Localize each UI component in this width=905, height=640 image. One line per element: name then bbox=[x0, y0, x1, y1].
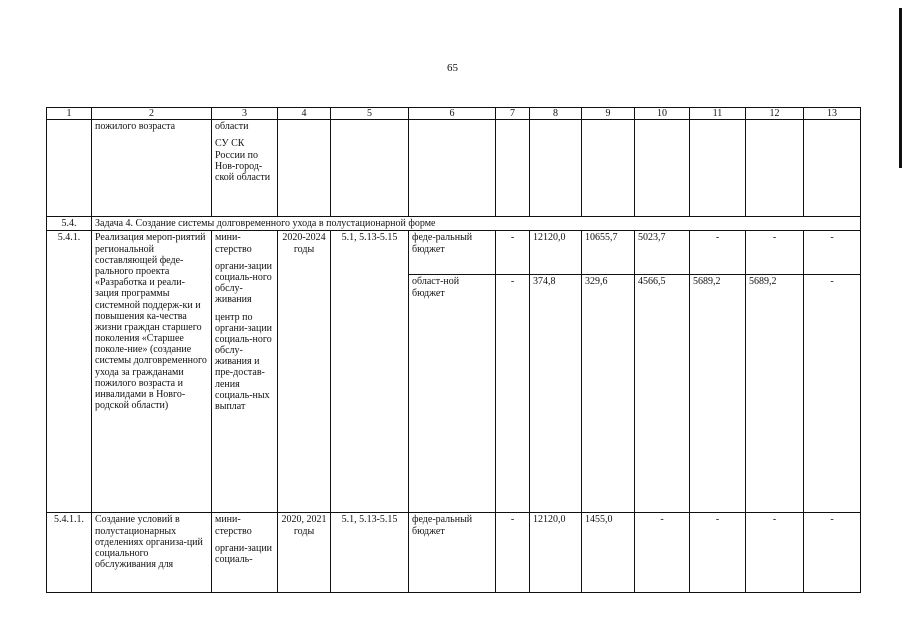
continuation-row bbox=[47, 120, 861, 217]
value-cell: 329,6 bbox=[582, 275, 635, 513]
header-cell: 6 bbox=[409, 108, 496, 120]
table-row bbox=[47, 231, 861, 275]
value-cell: 5023,7 bbox=[635, 231, 690, 275]
funding-source: област-ной бюджет bbox=[409, 275, 496, 513]
header-cell: 10 bbox=[635, 108, 690, 120]
value-cell: - bbox=[690, 513, 746, 593]
header-row bbox=[47, 108, 861, 120]
executor-cell bbox=[212, 513, 278, 593]
value-cell: 10655,7 bbox=[582, 231, 635, 275]
page-number: 65 bbox=[447, 62, 458, 74]
program-table bbox=[46, 107, 861, 593]
value-cell: - bbox=[804, 275, 861, 513]
value-cell: - bbox=[804, 513, 861, 593]
cell-text: области bbox=[215, 121, 249, 133]
row-number: 5.4.1.1. bbox=[47, 513, 92, 593]
margin-bar bbox=[899, 8, 902, 168]
targets-cell: 5.1, 5.13-5.15 bbox=[331, 513, 409, 593]
table-row bbox=[47, 513, 861, 593]
cell-text: центр по органи-зации социаль-ного обслу-живания и пре-достав-ления социаль-ных выплат bbox=[215, 311, 273, 412]
header-cell: 4 bbox=[278, 108, 331, 120]
task-row bbox=[47, 217, 861, 231]
funding-source: феде-ральный бюджет bbox=[409, 513, 496, 593]
value-cell: - bbox=[746, 231, 804, 275]
header-cell: 3 bbox=[212, 108, 278, 120]
header-cell: 2 bbox=[92, 108, 212, 120]
value-cell: 4566,5 bbox=[635, 275, 690, 513]
value-cell: 12120,0 bbox=[530, 513, 582, 593]
value-cell: - bbox=[804, 231, 861, 275]
header-cell: 1 bbox=[47, 108, 92, 120]
header-cell: 9 bbox=[582, 108, 635, 120]
cell-text: органи-зации социаль-ного обслу-живания bbox=[215, 260, 273, 306]
executor-cell bbox=[212, 120, 278, 217]
value-cell: 5689,2 bbox=[690, 275, 746, 513]
value-cell: - bbox=[746, 513, 804, 593]
header-cell: 7 bbox=[496, 108, 530, 120]
header-cell: 13 bbox=[804, 108, 861, 120]
header-cell: 12 bbox=[746, 108, 804, 120]
value-cell: - bbox=[635, 513, 690, 593]
funding-source: феде-ральный бюджет bbox=[409, 231, 496, 275]
value-cell: - bbox=[496, 513, 530, 593]
executor-cell bbox=[212, 231, 278, 513]
measure-name: Реализация мероп-риятий региональной составляющей феде-рального проекта «Разработка и реали-зация программы системной поддерж-ки и повышения ка-чества жизни граждан старшего поколения «Старшее поколе-ние» (создание системы долговременного ухода за гражданами пожилого возраста и инвалидами в Новго-родской области) bbox=[92, 231, 212, 513]
period-cell: 2020, 2021 годы bbox=[278, 513, 331, 593]
measure-name: Создание условий в полустационарных отделениях организа-ций социального обслуживания для bbox=[92, 513, 212, 593]
header-cell: 5 bbox=[331, 108, 409, 120]
value-cell: - bbox=[496, 275, 530, 513]
cell-text: мини-стерство bbox=[215, 232, 252, 255]
cell-text: органи-зации социаль- bbox=[215, 542, 273, 565]
row-number: 5.4. bbox=[47, 217, 92, 231]
value-cell: - bbox=[690, 231, 746, 275]
header-cell: 8 bbox=[530, 108, 582, 120]
value-cell: 5689,2 bbox=[746, 275, 804, 513]
task-title: Задача 4. Создание системы долговременного ухода в полустационарной форме bbox=[92, 217, 861, 231]
value-cell: 12120,0 bbox=[530, 231, 582, 275]
row-number: 5.4.1. bbox=[47, 231, 92, 513]
period-cell: 2020-2024 годы bbox=[278, 231, 331, 513]
value-cell: 1455,0 bbox=[582, 513, 635, 593]
header-cell: 11 bbox=[690, 108, 746, 120]
cell-text: СУ СК России по Нов-город-ской области bbox=[215, 138, 271, 183]
targets-cell: 5.1, 5.13-5.15 bbox=[331, 231, 409, 513]
cell-text: пожилого возраста bbox=[92, 120, 212, 217]
cell-text: мини-стерство bbox=[215, 514, 252, 537]
value-cell: - bbox=[496, 231, 530, 275]
value-cell: 374,8 bbox=[530, 275, 582, 513]
